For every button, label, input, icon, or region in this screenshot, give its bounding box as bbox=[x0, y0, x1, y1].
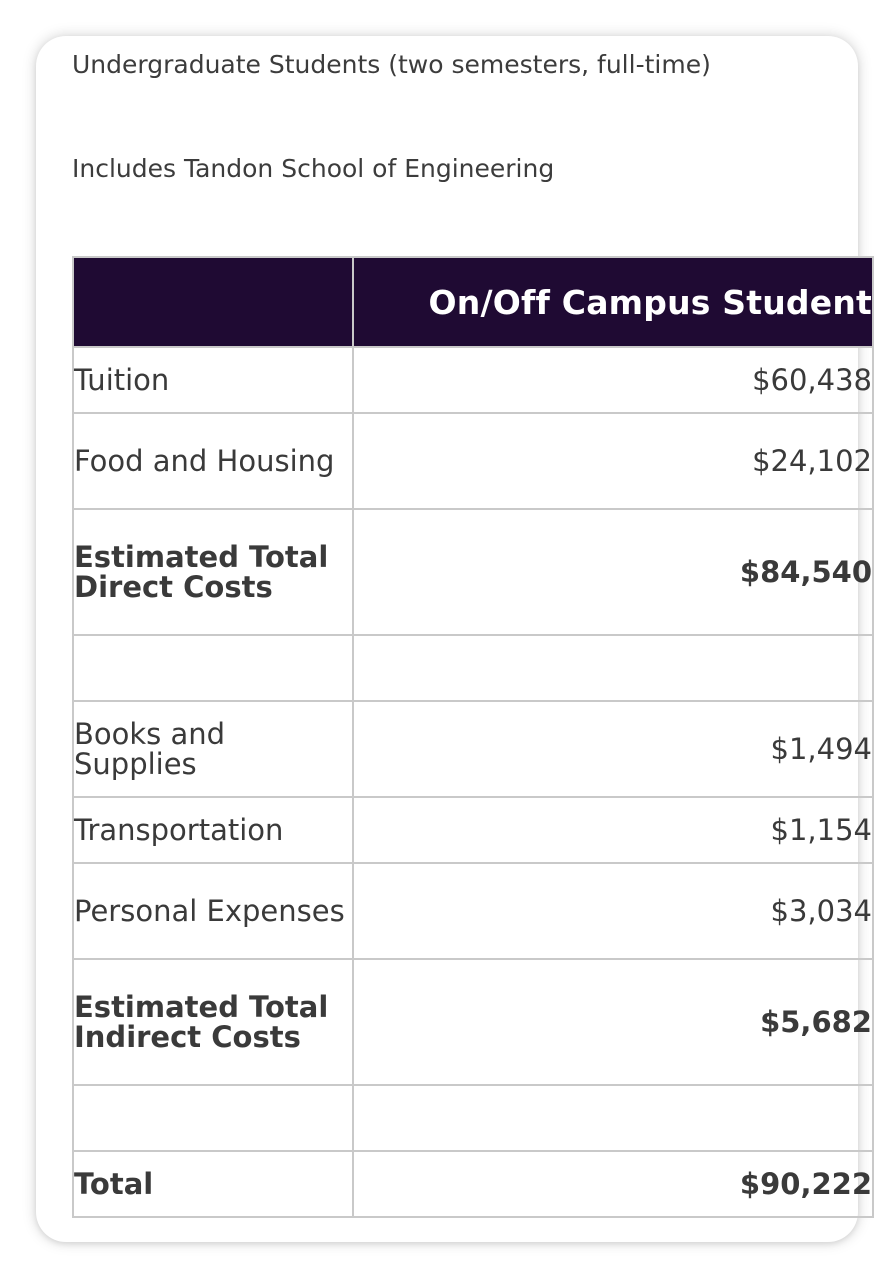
table-row-personal-expenses bbox=[73, 863, 873, 959]
row-label: Total bbox=[73, 1151, 353, 1217]
cost-of-attendance-table bbox=[72, 256, 874, 1218]
row-value: $84,540 bbox=[353, 509, 873, 635]
row-value: $3,034 bbox=[353, 863, 873, 959]
row-value: $5,682 bbox=[353, 959, 873, 1085]
cost-card bbox=[36, 36, 872, 1242]
row-value: $24,102 bbox=[353, 413, 873, 509]
row-label: Estimated Total Direct Costs bbox=[73, 509, 353, 635]
table-row-books-supplies bbox=[73, 701, 873, 797]
section-title: Undergraduate Students (two semesters, full-time) bbox=[72, 50, 711, 79]
table-row-tuition bbox=[73, 347, 873, 413]
row-label: Books and Supplies bbox=[73, 701, 353, 797]
row-value: $1,494 bbox=[353, 701, 873, 797]
row-value bbox=[353, 635, 873, 701]
row-value: $60,438 bbox=[353, 347, 873, 413]
table-row-spacer bbox=[73, 1085, 873, 1151]
section-subtitle: Includes Tandon School of Engineering bbox=[72, 154, 555, 183]
table-row-grand-total bbox=[73, 1151, 873, 1217]
empty-header-cell bbox=[73, 257, 353, 347]
table-row-spacer bbox=[73, 635, 873, 701]
row-value bbox=[353, 1085, 873, 1151]
column-header-on-off-campus: On/Off Campus Student bbox=[353, 257, 873, 347]
table-row-transportation bbox=[73, 797, 873, 863]
row-label: Estimated Total Indirect Costs bbox=[73, 959, 353, 1085]
row-value: $1,154 bbox=[353, 797, 873, 863]
row-label: Transportation bbox=[73, 797, 353, 863]
row-label: Food and Housing bbox=[73, 413, 353, 509]
table-row-total-indirect bbox=[73, 959, 873, 1085]
row-label: Personal Expenses bbox=[73, 863, 353, 959]
row-label bbox=[73, 635, 353, 701]
row-label bbox=[73, 1085, 353, 1151]
table-row-food-housing bbox=[73, 413, 873, 509]
row-value: $90,222 bbox=[353, 1151, 873, 1217]
table-header-row bbox=[73, 257, 873, 347]
row-label: Tuition bbox=[73, 347, 353, 413]
table-row-total-direct bbox=[73, 509, 873, 635]
